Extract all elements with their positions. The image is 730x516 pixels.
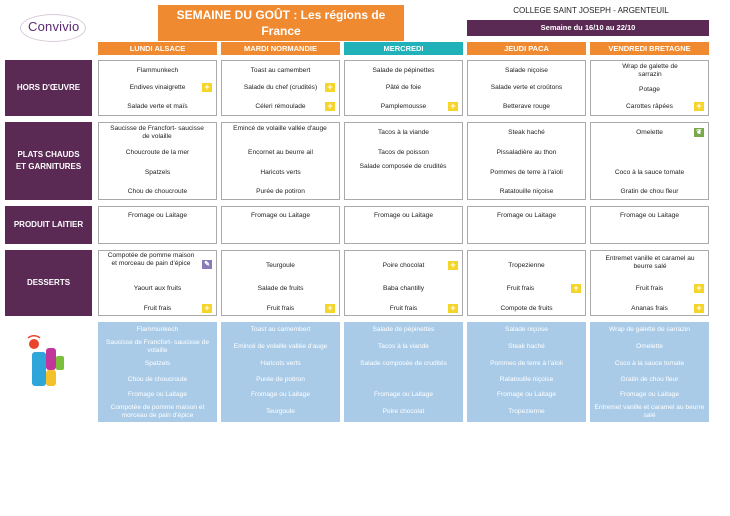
summary-item: Gratin de chou fleur (620, 376, 679, 383)
summary-item: Salade de pépinettes (372, 326, 435, 333)
summary-item: Steak haché (508, 343, 545, 350)
summary-item: Purée de potiron (256, 376, 305, 383)
menu-item: Carottes râpées (626, 103, 673, 110)
mobile-menu-logo (20, 330, 75, 390)
menu-item: Tropezienne (508, 262, 545, 269)
plus-icon: + (448, 261, 458, 270)
summary-item: Tropezienne (508, 408, 545, 415)
summary-column-wednesday (344, 322, 463, 422)
menu-item: Salade niçoise (505, 67, 548, 74)
menu-item: Fruit frais (389, 305, 418, 312)
menu-cell (467, 122, 586, 200)
summary-item: Spatzels (144, 360, 171, 367)
summary-item: Fromage ou Laitage (496, 391, 556, 398)
row-label-hors-doeuvre: HORS D'ŒUVRE (5, 60, 92, 116)
day-header-friday: VENDREDI BRETAGNE (590, 42, 709, 55)
plus-icon: + (694, 284, 704, 293)
page-title: SEMAINE DU GOÛT : Les régions de France (158, 5, 404, 41)
menu-item: Tacos de poisson (378, 149, 429, 156)
row-label-produit-laitier: PRODUIT LAITIER (5, 206, 92, 244)
menu-item: Entremet vanille et caramel au beurre salé (605, 255, 695, 270)
menu-item: Omelette (636, 129, 663, 136)
menu-item: Spatzels (144, 169, 171, 176)
menu-item: Betterave rouge (503, 103, 550, 110)
menu-cell (98, 60, 217, 116)
day-header-wednesday: MERCREDI (344, 42, 463, 55)
menu-item: Salade de pépinettes (372, 67, 435, 74)
summary-item: Teurgoule (266, 408, 295, 415)
summary-item: Toast au camembert (250, 326, 311, 333)
menu-item: Purée de potiron (256, 188, 305, 195)
summary-item: Fromage ou Laitage (619, 391, 679, 398)
menu-item: Pommes de terre à l'aïoli (490, 169, 563, 176)
summary-column-monday (98, 322, 217, 422)
menu-cell (344, 60, 463, 116)
menu-cell (467, 250, 586, 316)
menu-item: Baba chantilly (382, 285, 425, 292)
menu-cell (590, 60, 709, 116)
menu-item: Compotée de pomme maison et morceau de pain d'épice (107, 252, 195, 267)
menu-item: Fromage ou Laitage (373, 212, 433, 219)
menu-item: Pamplemousse (380, 103, 427, 110)
menu-cell (98, 206, 217, 244)
menu-item: Teurgoule (266, 262, 295, 269)
menu-item: Fruit frais (506, 285, 535, 292)
menu-item: Salade de fruits (257, 285, 304, 292)
summary-item: Poire chocolat (382, 408, 425, 415)
menu-item: Haricots verts (260, 169, 301, 176)
menu-item: Fruit frais (143, 305, 172, 312)
menu-item: Ratatouille niçoise (499, 188, 554, 195)
menu-item: Encornet au beurre ail (248, 149, 313, 156)
menu-cell (467, 206, 586, 244)
plus-icon: + (448, 102, 458, 111)
menu-item: Fromage ou Laitage (250, 212, 310, 219)
menu-item: Salade verte et croûtons (490, 84, 563, 91)
day-header-thursday: JEUDI PACA (467, 42, 586, 55)
menu-cell (590, 122, 709, 200)
menu-cell (344, 122, 463, 200)
menu-item: Fromage ou Laitage (496, 212, 556, 219)
menu-cell (590, 250, 709, 316)
summary-item: Saucisse de Francfort- saucisse de volaille (106, 339, 209, 354)
summary-item: Compotée de pomme maison et morceau de pain d'épice (110, 404, 205, 419)
plus-icon: + (448, 304, 458, 313)
week-range: Semaine du 16/10 au 22/10 (467, 20, 709, 36)
school-name: COLLEGE SAINT JOSEPH - ARGENTEUIL (513, 6, 669, 15)
convivio-logo (14, 10, 94, 48)
menu-item: Endives vinaigrette (129, 84, 186, 91)
summary-item: Salade niçoise (505, 326, 548, 333)
plus-icon: + (202, 304, 212, 313)
day-header-tuesday: MARDI NORMANDIE (221, 42, 340, 55)
plus-icon: + (325, 102, 335, 111)
summary-item: Haricots verts (260, 360, 301, 367)
menu-item: Ananas frais (631, 305, 668, 312)
summary-column-tuesday (221, 322, 340, 422)
menu-item: Gratin de chou fleur (620, 188, 679, 195)
summary-item: Salade composée de crudités (360, 360, 447, 367)
summary-item: Fromage ou Laitage (127, 391, 187, 398)
menu-item: Coco à la sauce tomate (614, 169, 685, 176)
menu-item: Fromage ou Laitage (127, 212, 187, 219)
summary-item: Coco à la sauce tomate (614, 360, 685, 367)
menu-cell (98, 122, 217, 200)
menu-item: Choucroute de la mer (125, 149, 190, 156)
menu-cell (221, 60, 340, 116)
summary-item: Pommes de terre à l'aïoli (490, 360, 563, 367)
plus-icon: + (694, 102, 704, 111)
menu-cell (98, 250, 217, 316)
menu-item: Salade verte et maïs (127, 103, 188, 110)
row-label-plats-chauds: PLATS CHAUDS ET GARNITURES (5, 122, 92, 200)
menu-item: Fruit frais (635, 285, 664, 292)
menu-item: Wrap de galette de sarrazin (622, 63, 678, 78)
menu-cell (221, 122, 340, 200)
leaf-icon: ❦ (694, 128, 704, 137)
menu-item: Saucisse de Francfort- saucisse de volaille (110, 125, 204, 140)
menu-item: Poire chocolat (382, 262, 425, 269)
menu-item: Chou de choucroute (127, 188, 188, 195)
menu-item: Steak haché (508, 129, 545, 136)
menu-item: Céleri rémoulade (255, 103, 306, 110)
menu-item: Pâté de foie (385, 84, 422, 91)
spoon-icon: ✎ (202, 260, 212, 269)
menu-item: Tacos à la viande (378, 129, 429, 136)
summary-item: Omelette (636, 343, 663, 350)
menu-item: Fruit frais (266, 305, 295, 312)
menu-item: Yaourt aux fruits (133, 285, 182, 292)
summary-item: Ratatouille niçoise (499, 376, 554, 383)
menu-item: Potage (639, 86, 660, 93)
menu-cell (467, 60, 586, 116)
menu-item: Salade du chef (crudités) (243, 84, 318, 91)
summary-item: Emincé de volaille vallée d'auge (233, 343, 328, 350)
summary-item: Fromage ou Laitage (250, 391, 310, 398)
plus-icon: + (694, 304, 704, 313)
summary-item: Chou de choucroute (127, 376, 188, 383)
menu-cell (221, 206, 340, 244)
menu-item: Salade composée de crudités (359, 163, 447, 170)
summary-column-friday (590, 322, 709, 422)
summary-column-thursday (467, 322, 586, 422)
brand-name: Convivio (28, 19, 80, 34)
menu-item: Compote de fruits (500, 305, 553, 312)
summary-item: Wrap de galette de sarrazin (609, 326, 690, 333)
menu-cell (590, 206, 709, 244)
menu-item: Emincé de volaille vallée d'auge (233, 125, 327, 132)
row-label-desserts: DESSERTS (5, 250, 92, 316)
menu-item: Pissaladière au thon (496, 149, 557, 156)
summary-item: Tacos à la viande (378, 343, 429, 350)
summary-item: Entremet vanille et caramel au beurre salé (594, 404, 705, 419)
summary-item: Flammunkech (136, 326, 179, 333)
menu-item: Fromage ou Laitage (619, 212, 679, 219)
menu-item: Flammunkech (136, 67, 179, 74)
plus-icon: + (325, 83, 335, 92)
menu-cell (344, 206, 463, 244)
menu-cell (221, 250, 340, 316)
plus-icon: + (202, 83, 212, 92)
menu-item: Toast au camembert (250, 67, 311, 74)
summary-item: Fromage ou Laitage (373, 391, 433, 398)
plus-icon: + (571, 284, 581, 293)
menu-cell (344, 250, 463, 316)
day-header-monday: LUNDI ALSACE (98, 42, 217, 55)
plus-icon: + (325, 304, 335, 313)
